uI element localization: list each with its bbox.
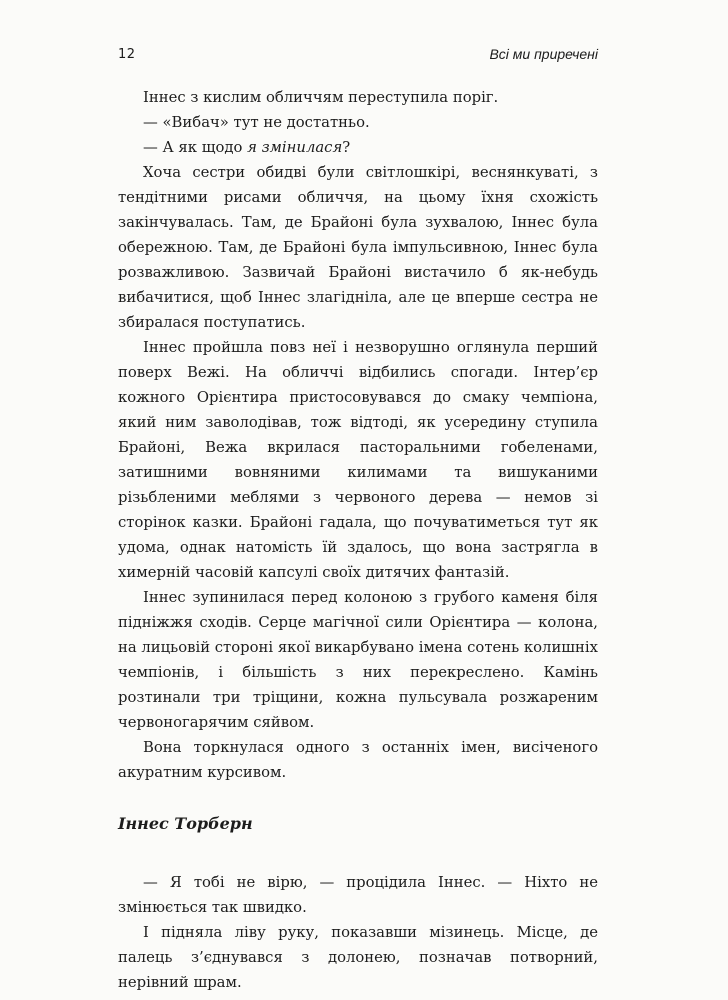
dialogue-line: — Я тобі не вірю, — процідила Іннес. — Ніхто не змінюється так швидко. (118, 874, 598, 916)
dialogue-line: — «Вибач» тут не достатньо. (143, 114, 370, 131)
book-page (118, 0, 598, 1000)
paragraph: І підняла ліву руку, показавши мізинець. Місце, де палець з’єднувався з долонею, позначав потворний, нерівний шрам. (118, 924, 598, 991)
italic-emphasis: я змінилася (247, 139, 343, 156)
paragraph: Вона торкнулася одного з останніх імен, висіченого акуратним курсивом. (118, 739, 598, 781)
engraved-name: Іннес Торберн (118, 814, 253, 833)
paragraph: Хоча сестри обидві були світлошкірі, веснянкуваті, з тендітними рисами обличчя, на цьому їхня схожість закінчувалась. Там, де Брайоні була зухвалою, Іннес була обережною. Там, де Брайоні була імпульсивною, Іннес була розважливою. Зазвичай Брайоні вистачило б як-небудь вибачитися, щоб Іннес злагідніла, але це вперше сестра не збиралася поступатись. (118, 164, 598, 331)
body-text (118, 84, 598, 995)
page-number: 12 (118, 47, 136, 62)
paragraph: Іннес зупинилася перед колоною з грубого каменя біля підніжжя сходів. Серце магічної сили Орієнтира — колона, на лицьовій стороні якої викарбувано імена сотень колишніх чемпіонів, і більшість з них перекреслено. Камінь розтинали три тріщини, кожна пульсувала розжареним червоногарячим сяйвом. (118, 589, 598, 731)
dialogue-line (118, 135, 598, 160)
dialogue-text: — А як щодо (143, 139, 248, 156)
paragraph: Іннес пройшла повз неї і незворушно оглянула перший поверх Вежі. На обличчі відбились спогади. Інтер’єр кожного Орієнтира пристосовувався до смаку чемпіона, який ним заволодівав, тож відтоді, як усередину ступила Брайоні, Вежа вкрилася пасторальними гобеленами, затишними вовняними килимами та вишуканими різьбленими меблями з червоного дерева — немов зі сторінок казки. Брайоні гадала, що почуватиметься тут як удома, однак натомість їй здалось, що вона застрягла в химерній часовій капсулі своїх дитячих фантазій. (118, 339, 598, 581)
paragraph: Іннес з кислим обличчям переступила поріг. (143, 89, 499, 106)
dialogue-text: ? (342, 139, 351, 156)
running-head-title: Всі ми приречені (489, 46, 598, 62)
